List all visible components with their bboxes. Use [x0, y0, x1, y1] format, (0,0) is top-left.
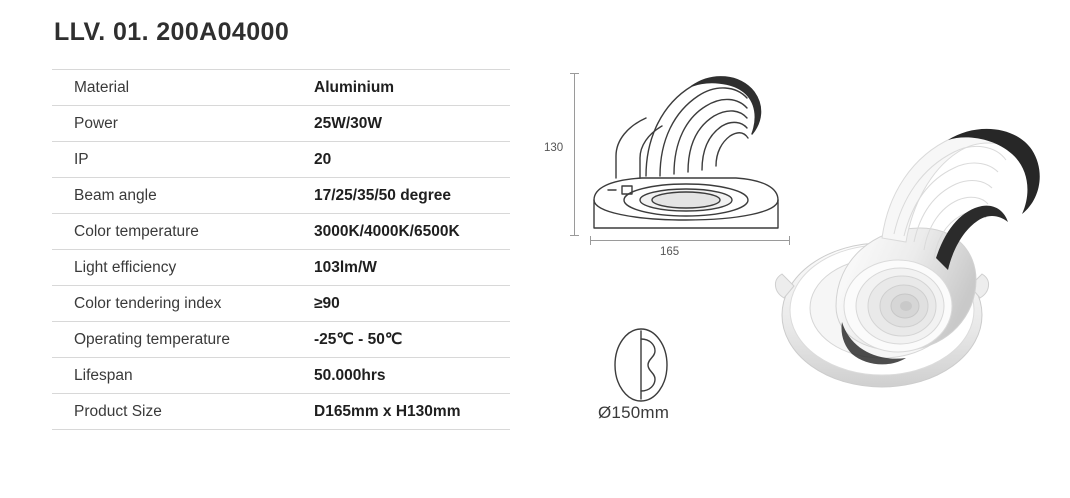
table-row — [52, 394, 510, 430]
spec-label: Material — [52, 70, 312, 106]
spec-label: Color tendering index — [52, 286, 312, 322]
spec-value: 3000K/4000K/6500K — [312, 214, 510, 250]
specification-table — [52, 69, 510, 430]
dimension-drawing — [540, 60, 790, 265]
spec-label: Beam angle — [52, 178, 312, 214]
spec-value: Aluminium — [312, 70, 510, 106]
table-row — [52, 358, 510, 394]
spec-value: 17/25/35/50 degree — [312, 178, 510, 214]
spec-label: Lifespan — [52, 358, 312, 394]
spec-label: Light efficiency — [52, 250, 312, 286]
table-row — [52, 250, 510, 286]
table-row — [52, 178, 510, 214]
table-row — [52, 214, 510, 250]
table-row — [52, 70, 510, 106]
width-dimension-line — [590, 240, 790, 241]
spec-value: ≥90 — [312, 286, 510, 322]
spec-value: -25℃ - 50℃ — [312, 322, 510, 358]
table-row — [52, 286, 510, 322]
spec-label: Operating temperature — [52, 322, 312, 358]
cutout-icon — [598, 325, 684, 405]
cutout-label: Ø150mm — [598, 403, 670, 422]
spec-value: 50.000hrs — [312, 358, 510, 394]
spec-column — [52, 18, 512, 430]
spec-value: 103lm/W — [312, 250, 510, 286]
product-photo — [770, 110, 1060, 440]
cutout-diagram — [598, 325, 778, 425]
height-dimension-line — [574, 73, 575, 236]
table-row — [52, 322, 510, 358]
spec-label: Power — [52, 106, 312, 142]
height-dimension-label: 130 — [544, 142, 564, 154]
spec-value: 20 — [312, 142, 510, 178]
spec-value: 25W/30W — [312, 106, 510, 142]
spec-value: D165mm x H130mm — [312, 394, 510, 430]
spec-label: Product Size — [52, 394, 312, 430]
downlight-technical-drawing-icon — [588, 60, 788, 240]
table-row — [52, 142, 510, 178]
page-title: LLV. 01. 200A04000 — [54, 18, 290, 46]
width-dimension-label: 165 — [660, 246, 680, 258]
spec-label: Color temperature — [52, 214, 312, 250]
spec-label: IP — [52, 142, 312, 178]
table-row — [52, 106, 510, 142]
downlight-product-image — [770, 110, 1060, 440]
